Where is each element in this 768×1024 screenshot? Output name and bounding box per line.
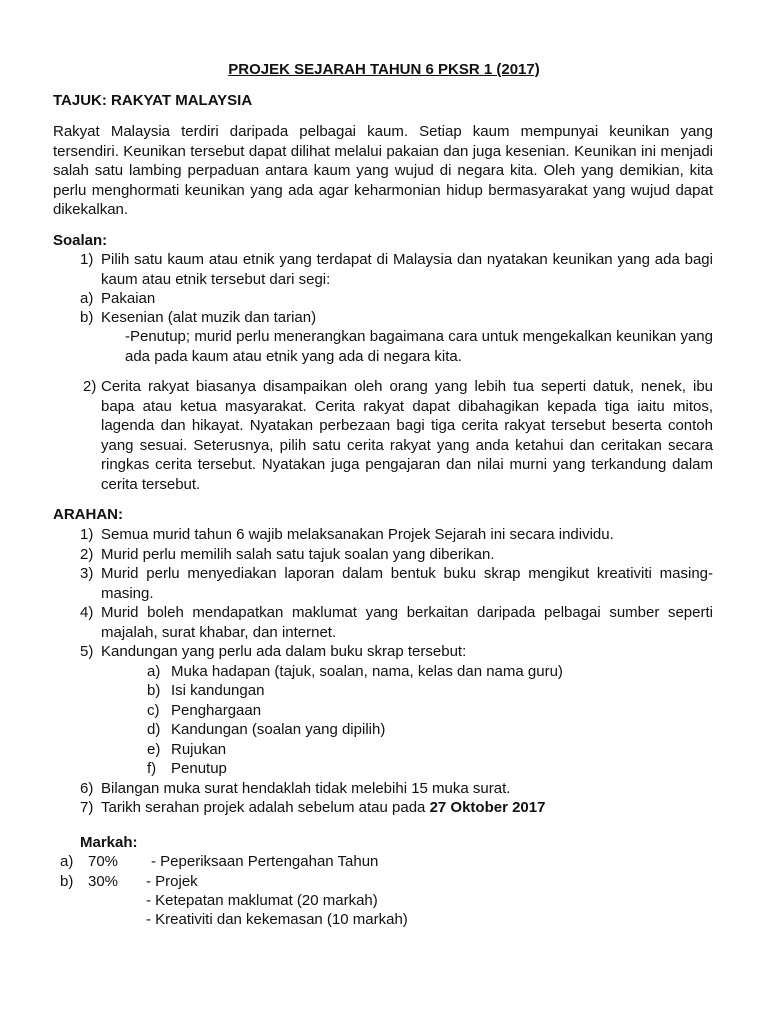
list-item [80,564,713,603]
list-item [147,740,713,760]
list-item [147,720,713,740]
question-2 [83,377,713,494]
question-text: Cerita rakyat biasanya disampaikan oleh orang yang lebih tua seperti datuk, nenek, ibu bapa atau ketua masyarakat. Cerita rakyat dapat dibahagikan kepada tiga iaitu mitos, lagenda dan hikayat. Nyatakan perbezaan bagi tiga cerita rakyat tersebut beserta contoh yang sesuai. Seterusnya, pilih satu cerita rakyat yang anda ketahui dan ceritakan secara ringkas cerita tersebut. Nyatakan juga pengajaran dan nilai murni yang terkandung dalam cerita tersebut. [101,378,713,493]
title-text: PROJEK SEJARAH TAHUN 6 PKSR 1 (2017) [228,61,540,78]
list-text: Isi kandungan [171,682,265,699]
list-letter: f) [147,760,157,777]
arahan-list [80,525,713,818]
list-number: 5) [80,643,94,660]
list-letter: a) [60,853,74,870]
question-text: Pilih satu kaum atau etnik yang terdapat di Malaysia dan nyatakan keunikan yang ada bagi kaum atau etnik tersebut dari segi: [101,251,713,288]
arahan-heading: ARAHAN: [53,506,123,523]
markah-heading: Markah: [80,834,138,851]
list-number: 4) [80,604,94,621]
list-letter: a) [147,662,161,680]
list-text: Murid boleh mendapatkan maklumat yang berkaitan daripada pelbagai sumber seperti majalah, surat khabar, dan internet. [101,604,713,641]
list-item [147,662,713,682]
list-item [80,798,713,818]
list-item [80,603,713,642]
list-letter: e) [147,740,161,758]
intro-paragraph: Rakyat Malaysia terdiri daripada pelbagai kaum. Setiap kaum mempunyai keunikan yang tersendiri. Keunikan tersebut dapat dilihat melalui pakaian dan juga kesenian. Keunikan ini menjadi salah satu lambing perpaduan antara kaum yang wujud di negara kita. Oleh yang demikian, kita perlu menghormati keunikan yang ada agar keharmonian hidup bermasyarakat yang wujud dapat dikekalkan. [53,123,713,218]
list-item [80,779,713,799]
markah-detail: - Kreativiti dan kekemasan (10 markah) [146,911,408,928]
markah-a [60,852,378,872]
list-text: Kesenian (alat muzik dan tarian) [101,309,317,326]
list-letter: c) [147,701,160,719]
soalan-heading: Soalan: [53,232,108,249]
list-text: Rujukan [171,740,227,758]
markah-detail: - Ketepatan maklumat (20 markah) [146,892,378,909]
percentage: 30% [88,873,119,890]
list-item [147,701,713,721]
list-text: Kandungan (soalan yang dipilih) [171,721,386,738]
markah-b [60,872,198,892]
list-text: Kandungan yang perlu ada dalam buku skrap tersebut: [101,643,467,660]
list-number: 7) [80,799,94,816]
list-letter: b) [60,873,74,890]
list-text: Penutup [171,760,227,777]
deadline-date: 27 Oktober 2017 [429,799,546,816]
list-text: Muka hadapan (tajuk, soalan, nama, kelas dan nama guru) [171,662,563,680]
list-text: Murid perlu menyediakan laporan dalam bentuk buku skrap mengikut kreativiti masing-masing. [101,565,713,602]
list-letter: a) [80,290,94,307]
list-text: - Peperiksaan Pertengahan Tahun [151,853,379,870]
penutup-note: -Penutup; murid perlu menerangkan bagaimana cara untuk mengekalkan keunikan yang ada pada kaum atau etnik yang ada di negara kita. [125,328,713,365]
list-letter: b) [147,682,161,699]
list-item [80,642,713,662]
question-1 [80,250,713,289]
list-number: 2) [80,545,94,563]
document-title [0,60,768,80]
list-text: Penghargaan [171,701,262,719]
list-number: 2) [83,378,97,395]
percentage: 70% [88,853,119,870]
list-letter: d) [147,721,161,738]
list-number: 6) [80,779,94,797]
list-item [147,681,713,701]
list-text: Semua murid tahun 6 wajib melaksanakan Projek Sejarah ini secara individu. [101,526,614,543]
list-number: 3) [80,565,94,582]
list-text: - Projek [146,873,198,890]
list-item [80,308,316,328]
list-item [80,545,713,565]
list-letter: b) [80,309,94,326]
list-number: 1) [80,251,94,268]
list-text: Pakaian [101,290,156,307]
list-text: Bilangan muka surat hendaklah tidak melebihi 15 muka surat. [101,779,511,797]
list-item [80,289,155,309]
list-item [80,525,713,545]
list-text: Murid perlu memilih salah satu tajuk soalan yang diberikan. [101,545,495,563]
list-number: 1) [80,526,94,543]
list-text: Tarikh serahan projek adalah sebelum atau pada [101,799,430,816]
list-item [147,759,713,779]
tajuk-heading: TAJUK: RAKYAT MALAYSIA [53,92,253,109]
